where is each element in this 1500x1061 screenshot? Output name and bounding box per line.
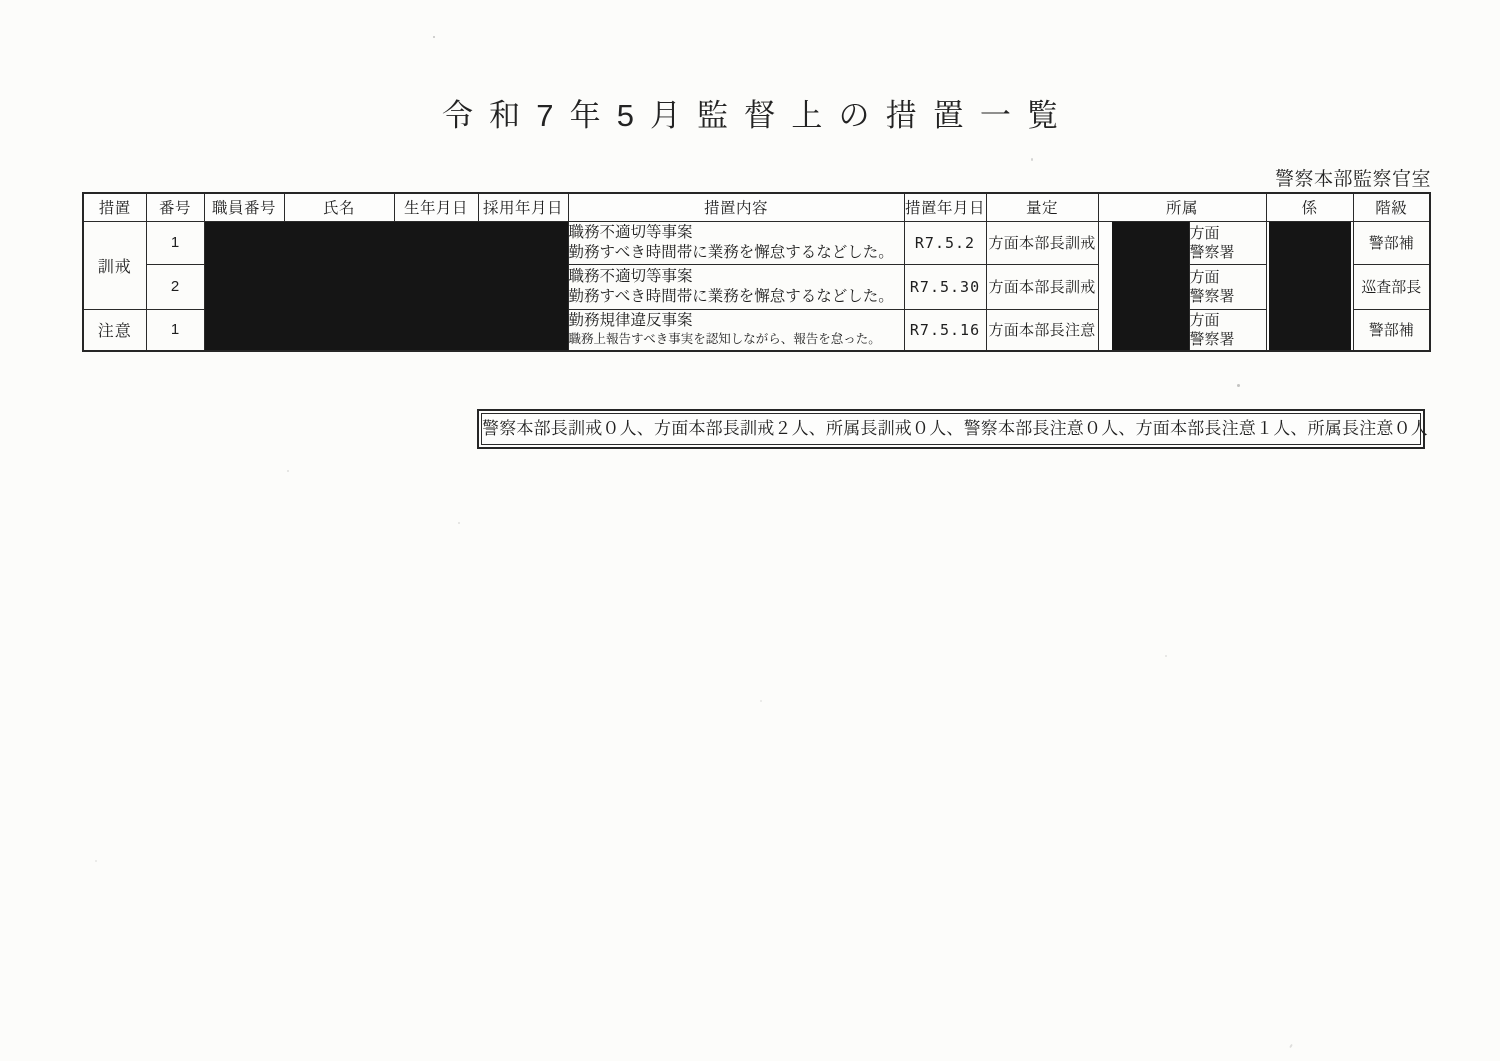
header-cell-employee-no: 職員番号	[204, 193, 284, 221]
affiliation-line2: 警察署	[1189, 287, 1235, 305]
table-row	[83, 221, 1430, 264]
cell-measure-date: R7.5.16	[904, 309, 986, 351]
office-label: 警察本部監察官室	[1274, 169, 1431, 190]
cell-measure-date: R7.5.2	[904, 221, 986, 264]
cell-measure-content	[568, 221, 904, 264]
affiliation-line1: 方面	[1189, 224, 1220, 242]
summary-inner-border	[481, 413, 1428, 445]
cell-rank: 警部補	[1353, 221, 1430, 264]
redaction-fill	[1112, 222, 1189, 351]
content-title: 職務不適切等事案	[568, 223, 693, 241]
content-title: 勤務規律違反事案	[568, 312, 693, 330]
redaction-block-affiliation	[1098, 221, 1189, 351]
cell-assessment: 方面本部長訓戒	[986, 221, 1098, 264]
summary-text: 警察本部長訓戒０人、方面本部長訓戒２人、所属長訓戒０人、警察本部長注意０人、方面本部長注意１人、所属長注意０人	[482, 419, 1428, 438]
cell-number: 1	[146, 221, 204, 264]
content-detail: 勤務すべき時間帯に業務を懈怠するなどした。	[568, 287, 894, 305]
redaction-block-personal-info	[204, 221, 568, 351]
measures-table	[82, 192, 1431, 352]
table-header-row	[83, 193, 1430, 221]
cell-affiliation	[1189, 309, 1266, 351]
affiliation-line1: 方面	[1189, 268, 1220, 286]
content-title: 職務不適切等事案	[568, 267, 693, 285]
affiliation-line2: 警察署	[1189, 330, 1235, 348]
header-cell-hire-date: 採用年月日	[478, 193, 568, 221]
cell-measure-category-kunkai: 訓戒	[83, 221, 146, 309]
scan-speck	[433, 36, 435, 38]
header-cell-section: 係	[1266, 193, 1353, 221]
header-cell-affiliation: 所属	[1098, 193, 1266, 221]
scan-speck	[287, 470, 289, 472]
cell-measure-category-chui: 注意	[83, 309, 146, 351]
affiliation-line2: 警察署	[1189, 243, 1235, 261]
header-cell-name: 氏名	[284, 193, 394, 221]
cell-measure-content	[568, 264, 904, 309]
page-title: 令和7年5月監督上の措置一覧	[441, 98, 1075, 133]
cell-rank: 巡査部長	[1353, 264, 1430, 309]
cell-affiliation	[1189, 221, 1266, 264]
scan-speck	[503, 101, 505, 103]
cell-number: 2	[146, 264, 204, 309]
scan-speck	[1237, 384, 1240, 387]
header-cell-assessment: 量定	[986, 193, 1098, 221]
cell-rank: 警部補	[1353, 309, 1430, 351]
scan-speck	[1289, 1044, 1293, 1048]
header-cell-rank: 階級	[1353, 193, 1430, 221]
header-cell-number: 番号	[146, 193, 204, 221]
header-cell-birth-date: 生年月日	[394, 193, 478, 221]
cell-assessment: 方面本部長注意	[986, 309, 1098, 351]
scan-speck	[1031, 158, 1033, 161]
content-detail: 勤務すべき時間帯に業務を懈怠するなどした。	[568, 243, 894, 261]
scan-speck	[458, 522, 460, 524]
header-cell-measure-date: 措置年月日	[904, 193, 986, 221]
header-cell-measure: 措置	[83, 193, 146, 221]
affiliation-line1: 方面	[1189, 311, 1220, 329]
scan-speck	[1165, 655, 1167, 657]
scan-speck	[760, 700, 762, 702]
cell-assessment: 方面本部長訓戒	[986, 264, 1098, 309]
cell-measure-date: R7.5.30	[904, 264, 986, 309]
summary-box	[477, 409, 1428, 449]
content-detail: 職務上報告すべき事実を認知しながら、報告を怠った。	[568, 332, 881, 347]
redaction-fill	[1269, 222, 1351, 351]
cell-measure-content	[568, 309, 904, 351]
scan-speck	[95, 860, 97, 862]
cell-affiliation	[1189, 264, 1266, 309]
redaction-block-section	[1266, 221, 1353, 351]
cell-number: 1	[146, 309, 204, 351]
header-cell-content: 措置内容	[568, 193, 904, 221]
